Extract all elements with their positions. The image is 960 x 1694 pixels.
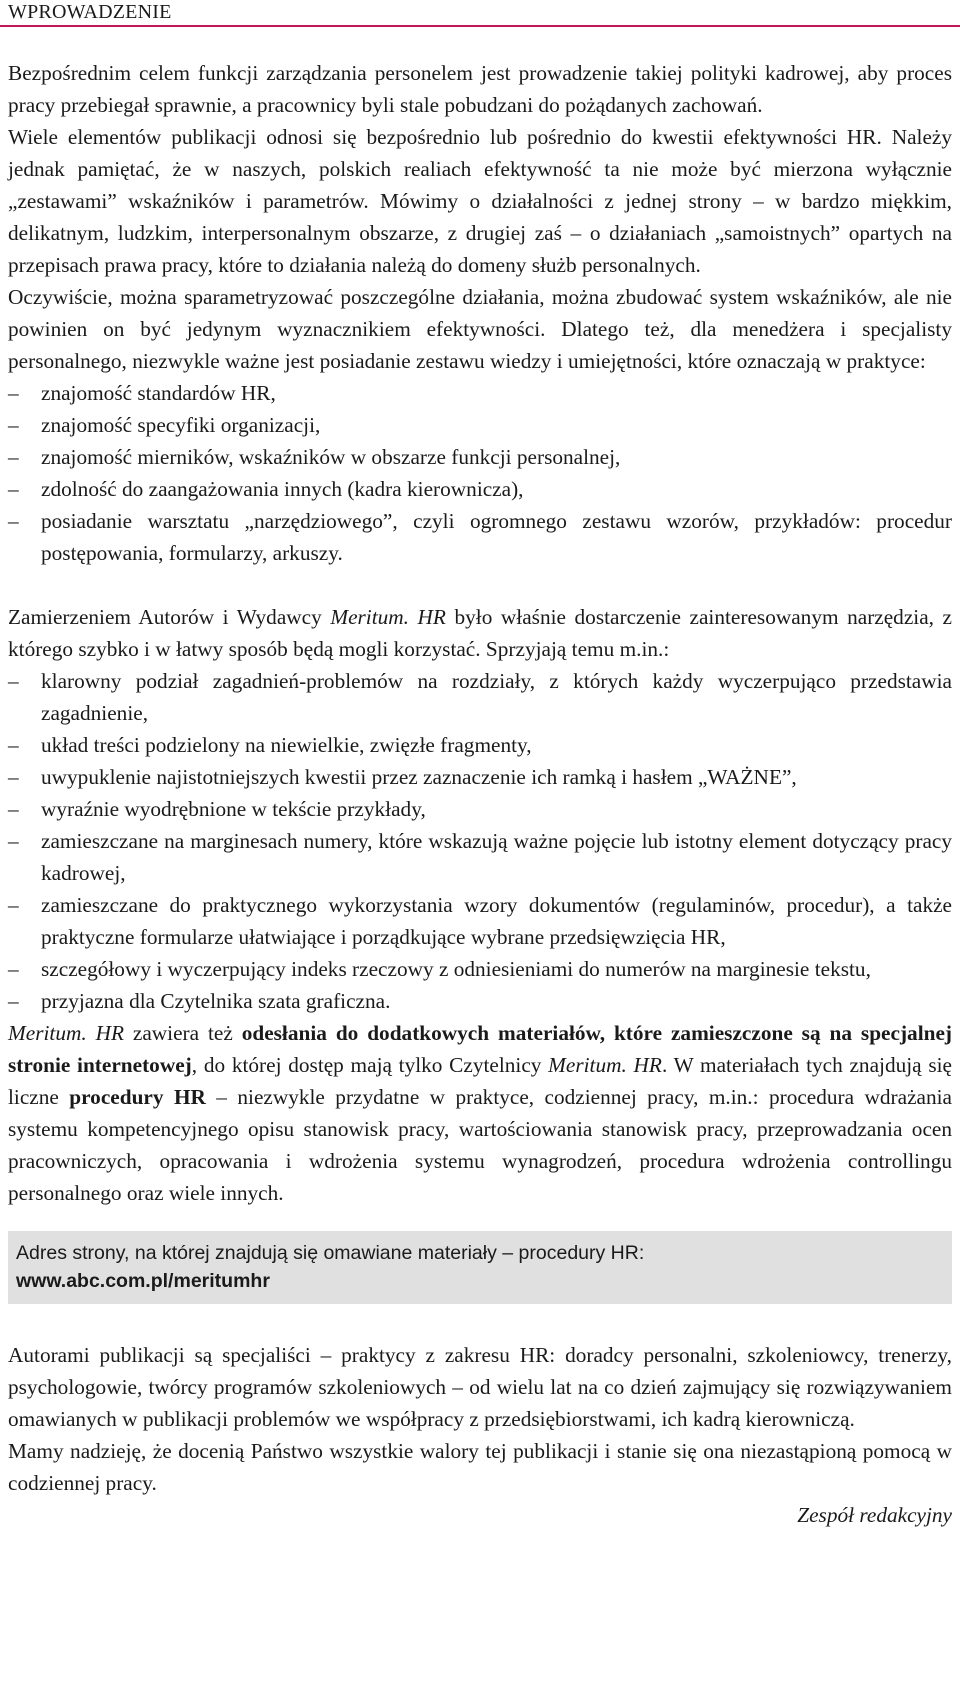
list-item: – układ treści podzielony na niewielkie, zwięzłe fragmenty,: [8, 729, 952, 761]
page-header: [0, 0, 960, 26]
list-item: – szczegółowy i wyczerpujący indeks rzeczowy z odniesieniami do numerów na marginesie tekstu,: [8, 953, 952, 985]
website-note-box: [8, 1231, 952, 1304]
list-item: – znajomość specyfiki organizacji,: [8, 409, 952, 441]
intro-paragraph-1: Bezpośrednim celem funkcji zarządzania personelem jest prowadzenie takiej polityki kadrowej, aby proces pracy przebiegał sprawnie, a pracownicy byli stale pobudzani do pożądanych zachowań.: [8, 61, 952, 117]
skills-list: [8, 377, 952, 569]
list-item: – uwypuklenie najistotniejszych kwestii przez zaznaczenie ich ramką i hasłem „WAŻNE”,: [8, 761, 952, 793]
list-item: – klarowny podział zagadnień-problemów na rozdziały, z których każdy wyczerpująco przedstawia zagadnienie,: [8, 665, 952, 729]
list-item: – zamieszczane na marginesach numery, które wskazują ważne pojęcie lub istotny element dotyczący pracy kadrowej,: [8, 825, 952, 889]
section-title: WPROWADZENIE: [8, 1, 172, 23]
online-materials-paragraph: Meritum. HR zawiera też odesłania do dodatkowych materiałów, które zamieszczone są na specjalnej stronie internetowej, do której dostęp mają tylko Czytelnicy Meritum. HR. W materiałach tych znajdują się liczne procedury HR – niezwykle przydatne w praktyce, codziennej pracy, m.in.: procedura wdrażania systemu kompetencyjnego opisu stanowisk pracy, wartościowania stanowisk pracy, przeprowadzania ocen pracowniczych, opracowania i wdrożenia systemu wynagrodzeń, procedura wdrożenia controllingu personalnego oraz wiele innych.: [8, 1021, 953, 1205]
note-spacer-top: [8, 1209, 952, 1231]
emphasis-text: odesłania do dodatkowych materiałów, które zamieszczone są na specjalnej stronie internetowej: [8, 1021, 952, 1077]
intent-paragraph: Zamierzeniem Autorów i Wydawcy Meritum. HR było właśnie dostarczenie zainteresowanym narzędzia, z którego szybko i w łatwy sposób będą mogli korzystać. Sprzyjają temu m.in.:: [8, 605, 952, 661]
signature: Zespół redakcyjny: [797, 1503, 952, 1527]
list-item: – posiadanie warsztatu „narzędziowego”, czyli ogromnego zestawu wzorów, przykładów: procedur postępowania, formularzy, arkuszy.: [8, 505, 952, 569]
intro-paragraph-3: Oczywiście, można sparametryzować poszczególne działania, można zbudować system wskaźników, ale nie powinien on być jedynym wyznacznikiem efektywności. Dlatego też, dla menedżera i specjalisty personalnego, niezwykle ważne jest posiadanie zestawu wiedzy i umiejętności, które oznaczają w praktyce:: [8, 285, 952, 373]
authors-paragraph-2: Mamy nadzieję, że docenią Państwo wszystkie walory tej publikacji i stanie się ona niezastąpioną pomocą w codziennej pracy.: [8, 1439, 952, 1495]
list-item: – znajomość standardów HR,: [8, 377, 952, 409]
brand-name: Meritum. HR: [330, 605, 446, 629]
list-item: – zamieszczane do praktycznego wykorzystania wzory dokumentów (regulaminów, procedur), a także praktyczne formularze ułatwiające i porządkujące wybrane przedsięwzięcia HR,: [8, 889, 952, 953]
features-list: [8, 665, 952, 1017]
emphasis-text: procedury HR: [69, 1085, 206, 1109]
note-spacer-bottom: [8, 1304, 952, 1339]
brand-name: Meritum. HR: [548, 1053, 662, 1077]
list-item: – zdolność do zaangażowania innych (kadra kierownicza),: [8, 473, 952, 505]
list-item: – przyjazna dla Czytelnika szata graficzna.: [8, 985, 952, 1017]
header-divider: [0, 25, 960, 27]
list-item: – znajomość mierników, wskaźników w obszarze funkcji personalnej,: [8, 441, 952, 473]
paragraph-spacer: [8, 569, 952, 601]
brand-name: Meritum. HR: [8, 1021, 124, 1045]
intro-paragraph-2: Wiele elementów publikacji odnosi się bezpośrednio lub pośrednio do kwestii efektywności HR. Należy jednak pamiętać, że w naszych, polskich realiach efektywność ta nie może być mierzona wyłącznie „zestawami” wskaźników i parametrów. Mówimy o działalności z jednej strony – w bardzo miękkim, delikatnym, ludzkim, interpersonalnym obszarze, z drugiej zaś – o działaniach „samoistnych” opartych na przepisach prawa pracy, które to działania należą do domeny służb personalnych.: [8, 125, 952, 277]
note-url-link[interactable]: www.abc.com.pl/meritumhr: [16, 1270, 270, 1292]
authors-paragraph-1: Autorami publikacji są specjaliści – praktycy z zakresu HR: doradcy personalni, szkoleniowcy, trenerzy, psychologowie, twórcy programów szkoleniowych – od wielu lat na co dzień zajmujący się rozwiązywaniem omawianych w publikacji problemów we współpracy z przedsiębiorstwami, ich kadrą kierowniczą.: [8, 1343, 952, 1431]
note-label: Adres strony, na której znajdują się omawiane materiały – procedury HR:: [16, 1242, 645, 1264]
document-body: [8, 57, 952, 1531]
list-item: – wyraźnie wyodrębnione w tekście przykłady,: [8, 793, 952, 825]
